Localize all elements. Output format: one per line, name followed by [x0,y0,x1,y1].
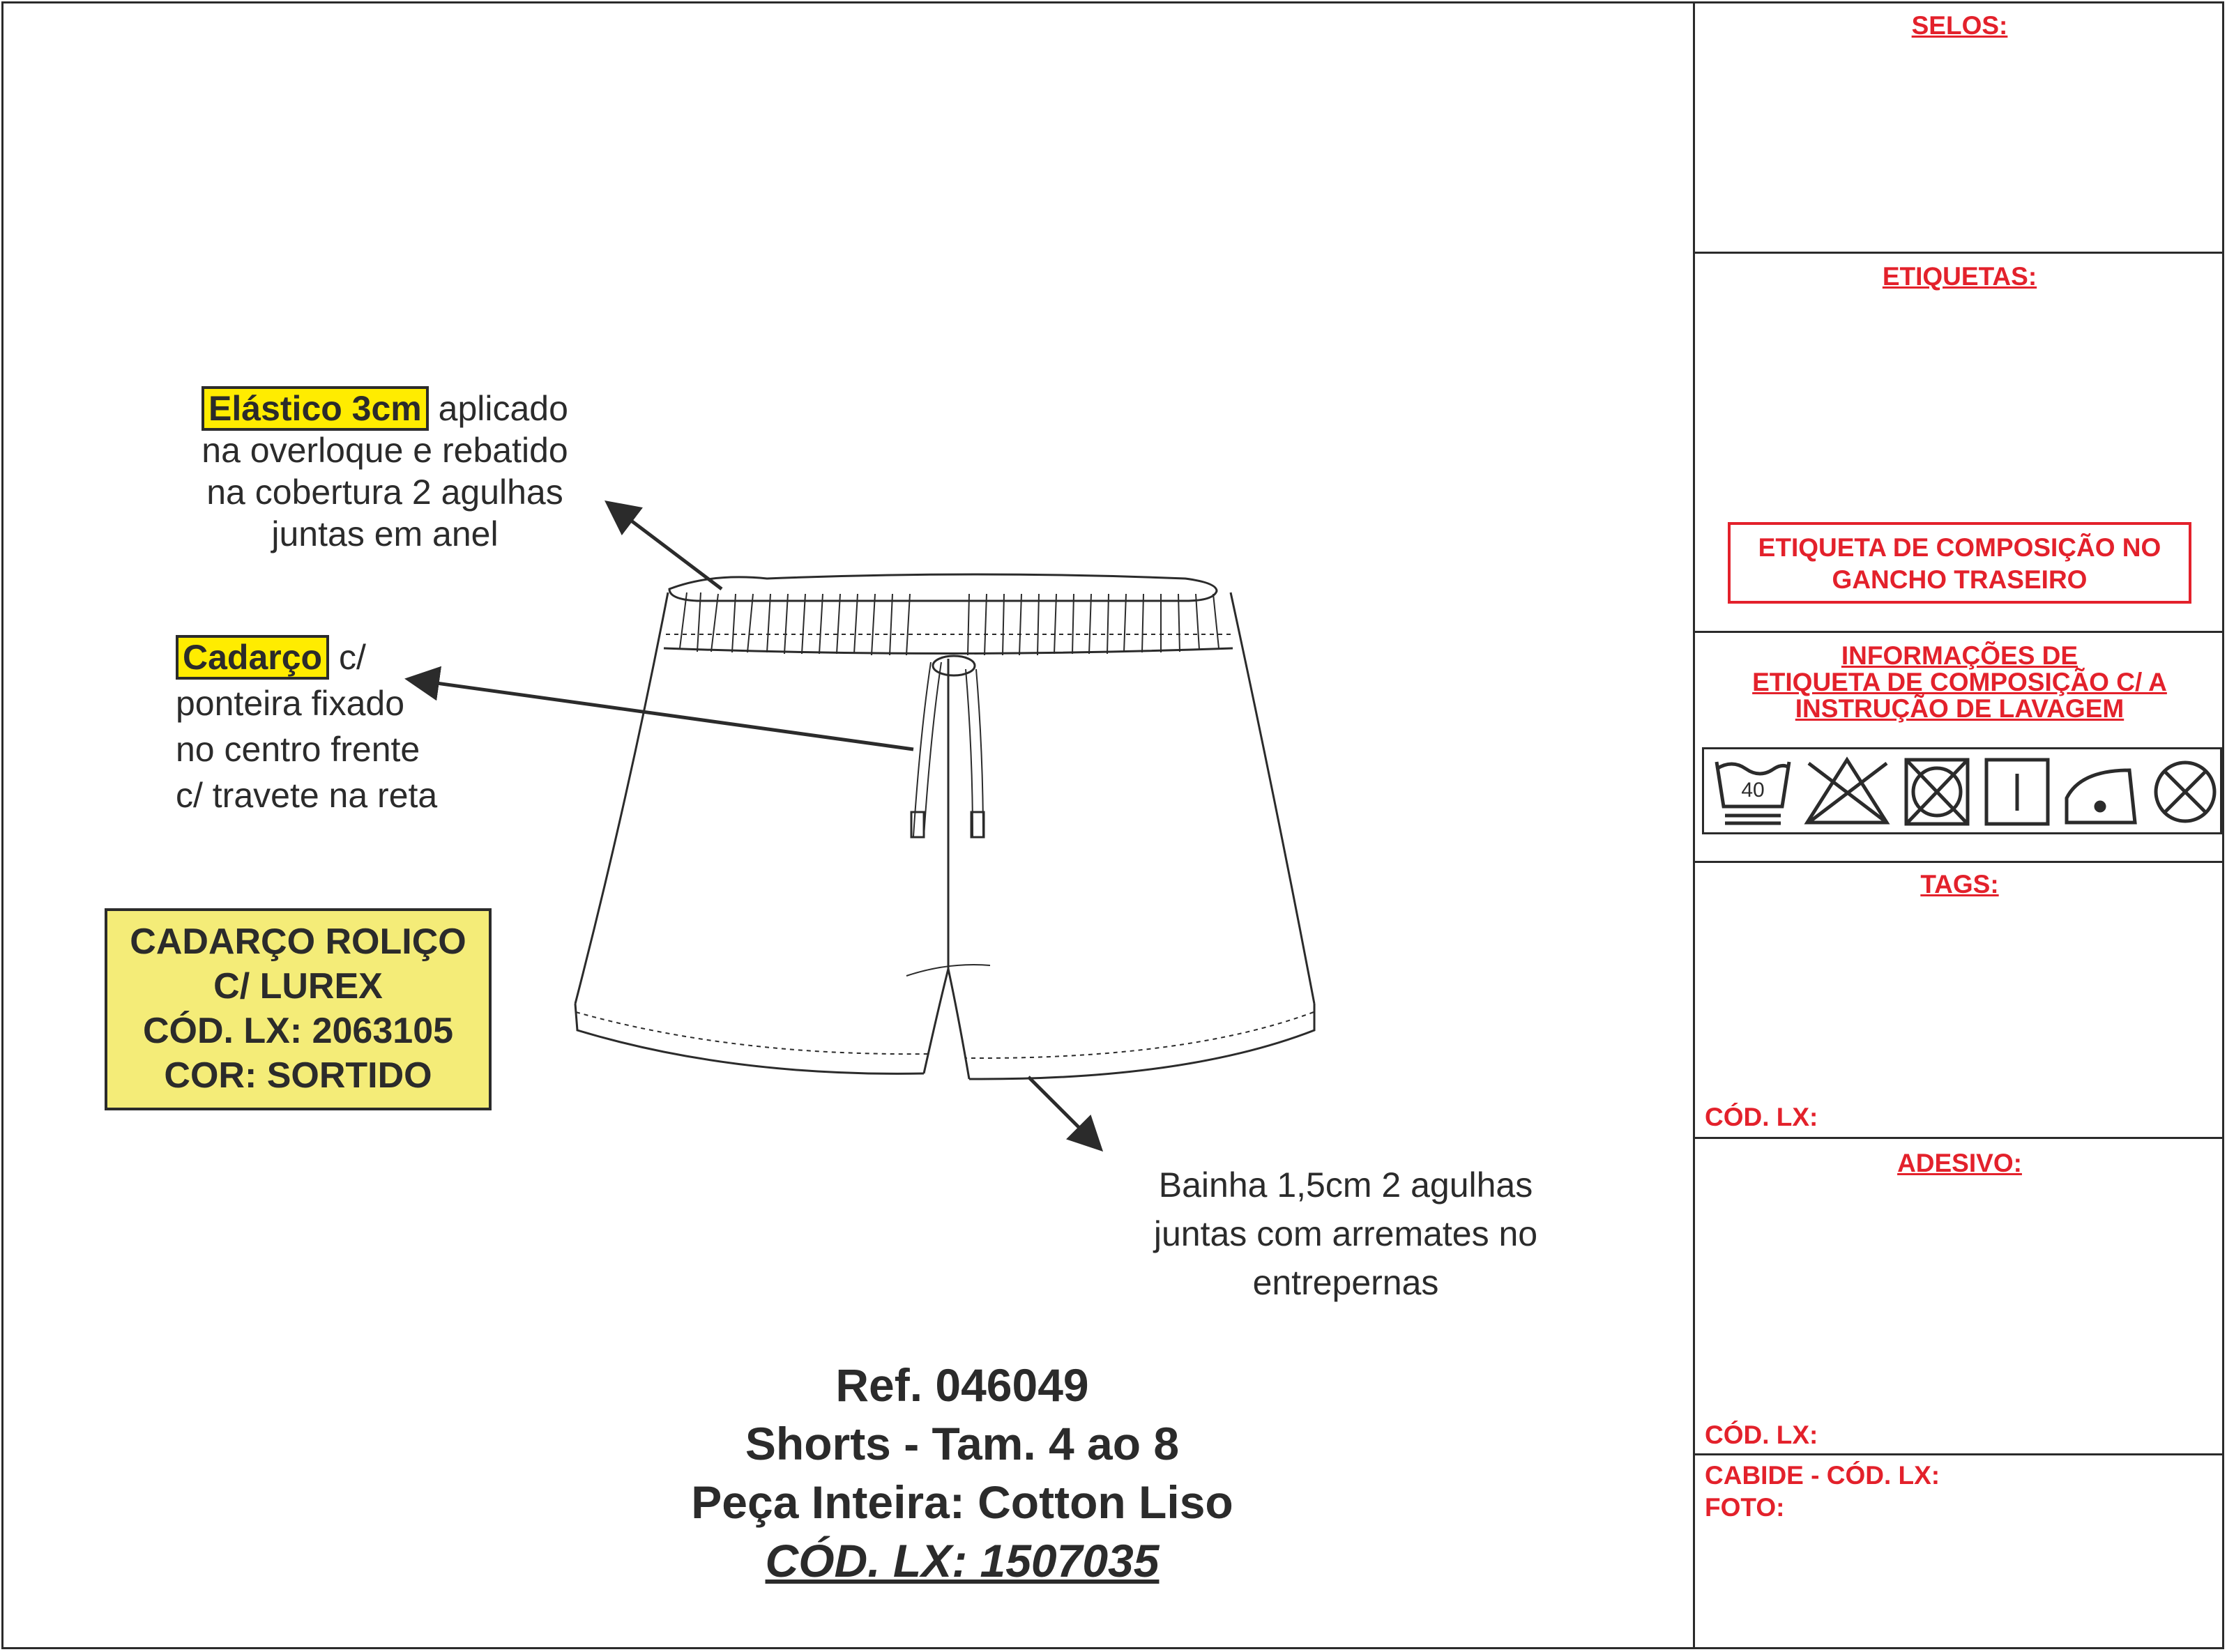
bainha-note [1067,1161,1625,1307]
product-title-block [614,1356,1311,1590]
product-name: Shorts - Tam. 4 ao 8 [745,1418,1180,1469]
elastic-arrow [610,505,722,589]
cadarco-spec-line: COR: SORTIDO [164,1055,432,1096]
section-tags [1695,863,2224,1139]
etiqueta-box-line: ETIQUETA DE COMPOSIÇÃO NO [1758,533,2161,562]
section-adesivo [1695,1139,2224,1455]
selos-title: SELOS: [1911,11,2008,40]
product-ref: Ref. 046049 [835,1359,1089,1411]
svg-text:40: 40 [1741,779,1765,802]
etiqueta-box-line: GANCHO TRASEIRO [1832,565,2088,594]
cadarco-spec-line: CADARÇO ROLIÇO [130,921,466,962]
waistband-bottom [664,648,1233,654]
cadarco-spec-line: C/ LUREX [213,966,383,1007]
no-tumble-dry-icon [1906,760,1968,824]
info-panel [1693,1,2224,1649]
left-hem [575,1004,924,1073]
cadarco-line: no centro frente [176,730,420,769]
elastic-text: aplicado [438,389,568,428]
tags-title: TAGS: [1920,870,1999,898]
info-line: ETIQUETA DE COMPOSIÇÃO C/ A [1752,668,2167,696]
info-line: INFORMAÇÕES DE [1841,641,2078,670]
product-code: CÓD. LX: 1507035 [765,1535,1160,1586]
cadarco-line: ponteira fixado [176,684,405,723]
foto-label: FOTO: [1705,1493,1785,1522]
cadarco-highlight: Cadarço [176,635,329,680]
line-dry-icon [1986,760,2048,824]
bainha-line: entrepernas [1252,1263,1439,1302]
waistband-outline [669,574,1217,601]
care-symbols [1702,747,2222,834]
no-dry-clean-icon [2156,763,2214,821]
iron-low-icon [2067,770,2135,823]
inseam [924,969,969,1079]
right-side-seam [1231,592,1314,1004]
info-line: INSTRUÇÃO DE LAVAGEM [1795,694,2125,723]
bainha-line: juntas com arremates no [1153,1214,1538,1253]
elastic-highlight: Elástico 3cm [202,386,429,431]
cadarco-note [176,634,594,818]
adesivo-cod-label: CÓD. LX: [1705,1421,1818,1449]
cadarco-spec-line: CÓD. LX: 2063105 [142,1011,454,1051]
cadarco-text: c/ [338,638,366,677]
elastic-line: na overloque e rebatido [202,431,568,470]
cadarco-line: c/ travete na reta [176,776,438,815]
informacoes-title [1695,643,2224,722]
elastic-line: na cobertura 2 agulhas [206,473,563,512]
left-hem-stitch [576,1012,927,1054]
elastic-line: juntas em anel [271,514,499,553]
etiquetas-title: ETIQUETAS: [1882,262,2037,291]
bainha-arrow [1028,1077,1098,1147]
no-bleach-icon [1807,760,1887,823]
right-hem-stitch [966,1012,1314,1058]
drawstring-knot [933,656,975,675]
tags-cod-label: CÓD. LX: [1705,1103,1818,1131]
section-selos [1695,1,2224,254]
cadarco-spec-box [105,908,492,1110]
bainha-line: Bainha 1,5cm 2 agulhas [1158,1165,1533,1204]
cabide-label: CABIDE - CÓD. LX: [1705,1461,1940,1490]
right-hem [969,1004,1314,1079]
etiqueta-composicao-box [1728,522,2191,604]
adesivo-title: ADESIVO: [1897,1149,2022,1177]
product-material: Peça Inteira: Cotton Liso [691,1476,1233,1528]
wash-40-icon [1717,762,1789,823]
elastic-note [162,388,608,555]
